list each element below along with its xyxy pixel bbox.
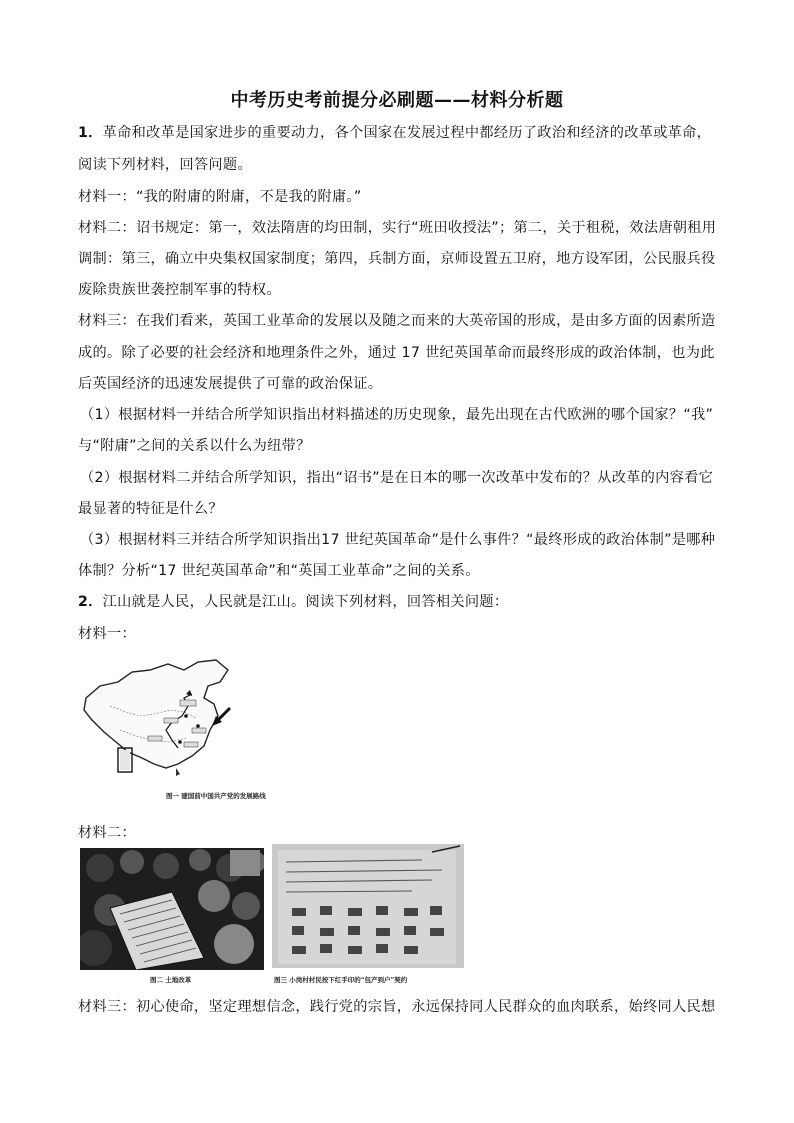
china-map-icon (80, 656, 250, 786)
figure-2-caption: 图二 土地改革 (150, 976, 192, 984)
figure-1-caption: 图一 建国前中国共产党的发展路线 (166, 792, 266, 800)
figure-2-land-reform-photo (80, 848, 264, 970)
q1-material-3-line-3: 后英国经济的迅速发展提供了可靠的政治保证。 (78, 376, 383, 392)
crowd-photo-icon (80, 848, 264, 970)
q1-stem-line-2: 阅读下列材料，回答问题。 (78, 157, 252, 173)
q2-material-1-label: 材料一： (78, 626, 136, 642)
q1-material-1: 材料一：“我的附庸的附庸，不是我的附庸。” (78, 189, 362, 205)
q1-material-3-line-2: 成的。除了必要的社会经济和地理条件之外，通过 17 世纪英国革命而最终形成的政治体制，也为此 (78, 345, 715, 361)
q2-number: 2． (78, 594, 103, 610)
q1-sub-3-line-1: （3）根据材料三并结合所学知识指出17 世纪英国革命”是什么事件？“最终形成的政治体制”是哪种 (80, 532, 716, 548)
q1-sub-1-line-1: （1）根据材料一并结合所学知识指出材料描述的历史现象，最先出现在古代欧洲的哪个国家？“我” (80, 407, 714, 423)
q1-stem-line-1: 1．革命和改革是国家进步的重要动力，各个国家在发展过程中都经历了政治和经济的改革或革命， (78, 125, 712, 141)
figure-3-contract-photo (272, 844, 464, 968)
q1-material-2-line-3: 废除贵族世袭控制军事的特权。 (78, 282, 281, 298)
q1-sub-2-line-2: 最显著的特征是什么？ (78, 501, 223, 517)
q1-sub-2-line-1: （2）根据材料二并结合所学知识，指出“诏书”是在日本的哪一次改革中发布的？从改革的内容看它 (80, 470, 714, 486)
q1-sub-1-line-2: 与“附庸”之间的关系以什么为纽带？ (78, 438, 311, 454)
q2-material-3-line-1: 材料三：初心使命，坚定理想信念，践行党的宗旨，永远保持同人民群众的血肉联系，始终同人民想 (78, 999, 716, 1015)
q1-material-3-line-1: 材料三：在我们看来，英国工业革命的发展以及随之而来的大英帝国的形成，是由多方面的因素所造 (78, 313, 716, 329)
q1-material-2-line-1: 材料二：诏书规定：第一，效法隋唐的均田制，实行“班田收授法”；第二，关于租税，效法唐朝租用 (78, 220, 717, 236)
q1-number: 1． (78, 125, 103, 141)
q2-stem: 2．江山就是人民，人民就是江山。阅读下列材料，回答相关问题： (78, 594, 509, 610)
figure-3-caption: 图三 小岗村村民按下红手印的“包产到户”契约 (274, 976, 408, 984)
q2-material-2-label: 材料二： (78, 825, 136, 841)
page-title: 中考历史考前提分必刷题——材料分析题 (230, 90, 564, 111)
q1-material-2-line-2: 调制：第三，确立中央集权国家制度；第四，兵制方面，京师设置五卫府，地方设军团，公民服兵役 (78, 251, 716, 267)
q1-sub-3-line-2: 体制？分析“17 世纪英国革命”和“英国工业革命”之间的关系。 (78, 563, 480, 579)
figure-1-map-image (80, 656, 250, 786)
contract-document-icon (272, 844, 464, 968)
